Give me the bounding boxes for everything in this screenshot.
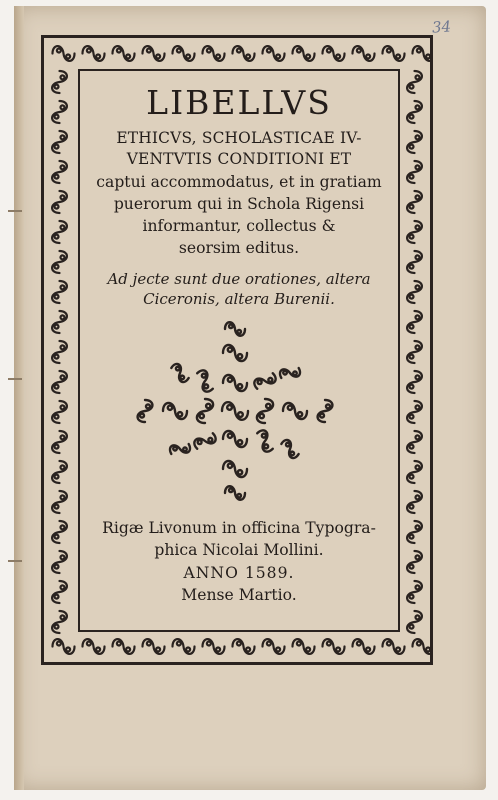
binding-stitch: [8, 378, 22, 380]
binding-stitch: [8, 210, 22, 212]
subtitle-line: puerorum qui in Schola Rigensi: [113, 195, 365, 213]
subtitle-line: seorsim editus.: [178, 239, 300, 257]
printers-ornament: [110, 316, 360, 506]
publication-month: Mense Martio.: [181, 586, 297, 604]
subtitle-line: captui accommodatus, et in gratiam: [96, 173, 382, 191]
subtitle-line: ETHICVS, SCHOLASTICAE IV-: [116, 129, 362, 147]
addendum-line: Ciceronis, altera Burenii.: [143, 290, 335, 308]
book-title: LIBELLVS: [146, 83, 332, 122]
imprint-line: Rigæ Livonum in officina Typogra-: [102, 519, 376, 537]
publication-year: ANNO 1589.: [183, 564, 295, 582]
addendum-line: Ad jecte sunt due orationes, altera: [107, 270, 371, 288]
archive-number: 34: [431, 17, 452, 37]
binding-stitch: [8, 560, 22, 562]
subtitle-line: VENTVTIS CONDITIONI ET: [126, 150, 352, 168]
imprint-line: phica Nicolai Mollini.: [154, 541, 324, 559]
booklet-spine: [14, 6, 24, 790]
subtitle-line: informantur, collectus &: [142, 217, 336, 235]
